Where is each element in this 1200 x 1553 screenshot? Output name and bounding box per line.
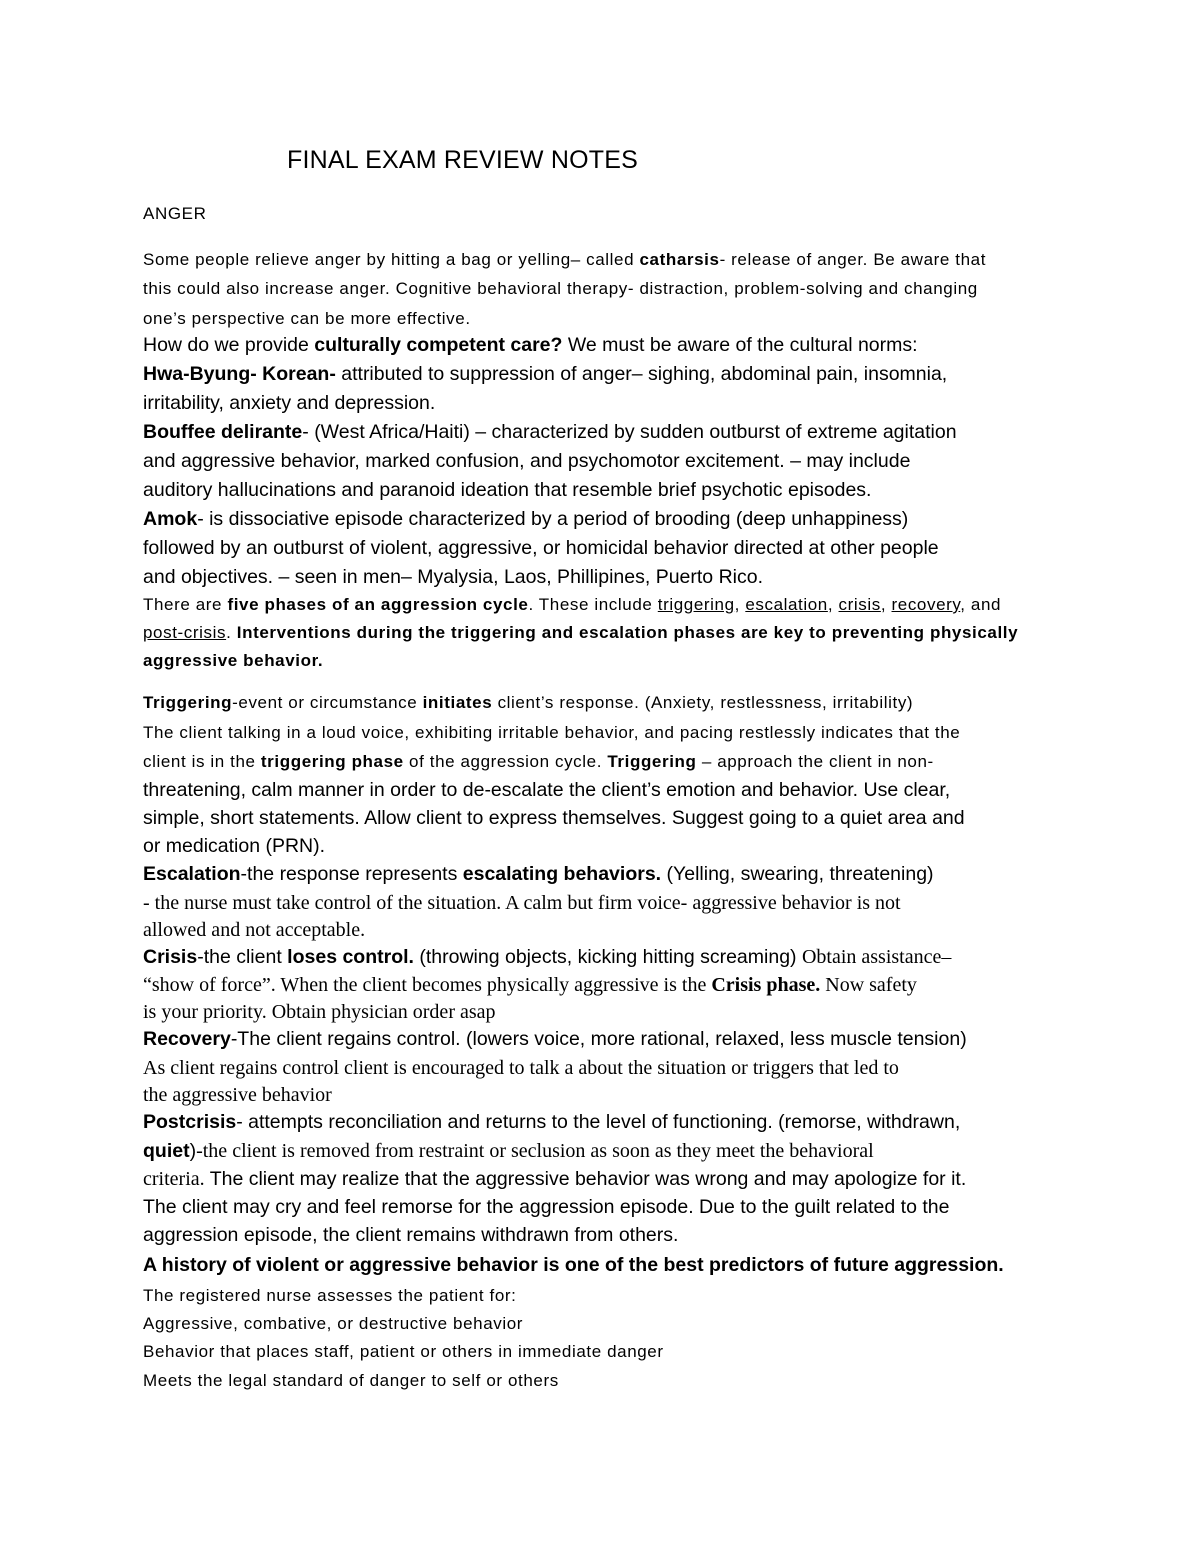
text-run: - release of anger. Be aware that [719, 250, 987, 269]
bold-text: Triggering [143, 693, 233, 712]
text-run: , and [960, 595, 1002, 614]
text-run: . These include [528, 595, 658, 614]
text-line [143, 947, 951, 968]
text-run: There are [143, 595, 228, 614]
text-line [143, 510, 908, 530]
text-run: ANGER [143, 204, 207, 223]
text-line [143, 753, 934, 770]
bold-text: Crisis [143, 946, 198, 968]
text-line [143, 310, 471, 327]
text-run: simple, short statements. Allow client to express themselves. Suggest going to a quiet area and [143, 807, 965, 829]
bold-text: culturally competent care? [314, 334, 563, 356]
text-run: aggression episode, the client remains withdrawn from others. [143, 1224, 679, 1246]
text-run: the aggressive behavior [143, 1084, 332, 1106]
text-run: Obtain assistance– [801, 946, 952, 968]
text-run: How do we provide [143, 334, 315, 356]
text-line [143, 205, 206, 222]
bold-text: Hwa-Byung- Korean- [143, 363, 336, 385]
text-run: - attempts reconciliation and returns to the level of functioning. (remorse, withdrawn, [236, 1111, 961, 1133]
bold-text: Bouffee delirante [143, 421, 303, 443]
text-run: – approach the client in non- [696, 752, 934, 771]
text-line [143, 1287, 516, 1304]
text-run: -The client regains control. (lowers voice, more rational, relaxed, less muscle tension) [230, 1028, 967, 1050]
text-line [143, 539, 939, 559]
bold-text: initiates [422, 693, 493, 712]
text-line [143, 920, 365, 940]
text-run: Now safety [820, 974, 917, 996]
text-run: client is in the [143, 752, 261, 771]
text-run: , [734, 595, 746, 614]
bold-text: aggressive behavior. [143, 651, 324, 670]
bold-text: loses control. [287, 946, 414, 968]
text-run: one’s perspective can be more effective. [143, 309, 471, 328]
bold-text: Amok [143, 508, 198, 530]
text-run: , [880, 595, 892, 614]
text-run: We must be aware of the cultural norms: [562, 334, 918, 356]
text-run: or medication (PRN). [143, 835, 326, 857]
text-run: irritability, anxiety and depression. [143, 392, 436, 414]
text-line [143, 1113, 960, 1133]
text-line [143, 809, 965, 829]
text-line [143, 481, 871, 501]
bold-text: Triggering [607, 752, 697, 771]
text-run: - (West Africa/Haiti) – characterized by sudden outburst of extreme agitation [302, 421, 957, 443]
text-line [143, 652, 323, 669]
text-line [143, 975, 917, 995]
text-run: auditory hallucinations and paranoid ideation that resemble brief psychotic episodes. [143, 479, 872, 501]
bold-text: five phases of an aggression cycle [227, 595, 529, 614]
text-run: -the client [197, 946, 288, 968]
bold-text: escalating behaviors. [462, 863, 662, 885]
text-run: The client may realize that the aggressive behavior was wrong and may apologize for it. [204, 1168, 967, 1190]
text-run: -the response represents [240, 863, 463, 885]
text-run: ) [189, 1140, 197, 1162]
underlined-text: recovery [891, 595, 961, 614]
bold-text: quiet [143, 1140, 190, 1162]
text-run: Aggressive, combative, or destructive behavior [143, 1314, 524, 1333]
text-run: . [226, 623, 237, 642]
text-run: followed by an outburst of violent, aggressive, or homicidal behavior directed at other people [143, 537, 939, 559]
text-run: -event or circumstance [232, 693, 423, 712]
bold-text: A history of violent or aggressive behavior is one of the best predictors of future aggression. [143, 1254, 1004, 1276]
text-line [143, 694, 913, 711]
text-line [143, 394, 435, 414]
text-line [143, 280, 978, 297]
text-run: The client may cry and feel remorse for the aggression episode. Due to the guilt related to the [143, 1196, 950, 1218]
text-run: -the client is removed from restraint or seclusion as soon as they meet the behavioral [196, 1140, 874, 1162]
text-line [143, 893, 901, 913]
text-run: - is dissociative episode characterized by a period of brooding (deep unhappiness) [197, 508, 909, 530]
text-run: is your priority. Obtain physician order asap [143, 1001, 496, 1023]
text-line [143, 781, 950, 801]
text-run: “show of force”. When the client becomes physically aggressive is the [143, 974, 712, 996]
text-run: (throwing objects, kicking hitting screaming) [413, 946, 802, 968]
bold-text: catharsis [639, 250, 720, 269]
text-line [143, 1343, 664, 1360]
text-line [143, 1315, 523, 1332]
underlined-text: post-crisis [143, 623, 227, 642]
text-run: - the nurse must take control of the situation. A calm but firm voice- aggressive behavior is not [143, 892, 901, 914]
text-line [143, 452, 910, 472]
underlined-text: escalation [745, 595, 828, 614]
underlined-text: crisis [838, 595, 881, 614]
text-line [143, 1058, 899, 1078]
text-line [143, 1169, 966, 1190]
text-line [143, 1256, 1004, 1276]
bold-text: Escalation [143, 863, 241, 885]
text-run: and objectives. – seen in men– Myalysia, Laos, Phillipines, Puerto Rico. [143, 566, 763, 588]
text-run: The registered nurse assesses the patient for: [143, 1286, 517, 1305]
text-line [143, 336, 918, 356]
text-line [143, 1198, 949, 1218]
bold-text: Postcrisis [143, 1111, 237, 1133]
text-line [143, 568, 763, 588]
page-title: FINAL EXAM REVIEW NOTES [287, 146, 638, 174]
text-line [143, 724, 960, 741]
text-run: criteria. [143, 1168, 205, 1190]
text-line [143, 1030, 967, 1050]
text-line [143, 837, 325, 857]
text-run: (Yelling, swearing, threatening) [661, 863, 934, 885]
text-run: attributed to suppression of anger– sighing, abdominal pain, insomnia, [335, 363, 948, 385]
text-run: threatening, calm manner in order to de-escalate the client’s emotion and behavior. Use clear, [143, 779, 951, 801]
bold-text: Interventions during the triggering and escalation phases are key to preventing physically [236, 623, 1019, 642]
text-line [143, 865, 934, 885]
text-run: allowed and not acceptable. [143, 919, 366, 941]
text-line [143, 1085, 332, 1105]
text-run: Behavior that places staff, patient or others in immediate danger [143, 1342, 664, 1361]
text-run: As client regains control client is encouraged to talk a about the situation or triggers that led to [143, 1057, 899, 1079]
text-line [143, 251, 986, 268]
text-run: this could also increase anger. Cognitive behavioral therapy- distraction, problem-solving and changing [143, 279, 978, 298]
bold-text: Recovery [143, 1028, 231, 1050]
text-run: The client talking in a loud voice, exhibiting irritable behavior, and pacing restlessly indicates that the [143, 723, 961, 742]
text-line [143, 1372, 559, 1389]
text-line [143, 365, 947, 385]
text-run: , [827, 595, 839, 614]
bold-text: Crisis phase. [711, 974, 821, 996]
text-run: Meets the legal standard of danger to self or others [143, 1371, 559, 1390]
text-run: Some people relieve anger by hitting a bag or yelling– called [143, 250, 640, 269]
underlined-text: triggering [657, 595, 735, 614]
bold-text: triggering phase [260, 752, 404, 771]
text-run: client’s response. (Anxiety, restlessness, irritability) [492, 693, 914, 712]
text-line [143, 1226, 678, 1246]
text-line [143, 1141, 874, 1162]
text-run: of the aggression cycle. [403, 752, 608, 771]
text-line [143, 1002, 496, 1022]
text-line [143, 624, 1018, 641]
text-line [143, 423, 957, 443]
text-line [143, 596, 1001, 613]
text-run: and aggressive behavior, marked confusion, and psychomotor excitement. – may include [143, 450, 911, 472]
